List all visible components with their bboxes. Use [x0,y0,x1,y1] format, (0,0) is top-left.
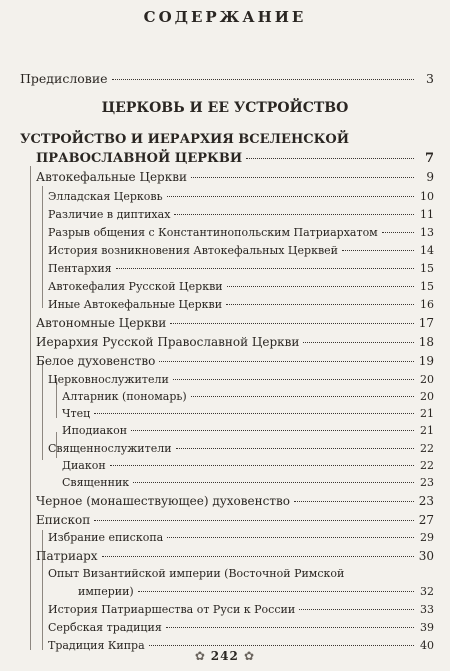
toc-entry[interactable] [48,242,434,260]
toc-entry[interactable] [36,511,434,529]
indent-guide [42,186,43,308]
toc-entry[interactable] [48,371,434,389]
dot-leader [382,232,414,233]
entry-label: Избрание епископа [48,531,164,544]
dot-leader [294,501,414,502]
toc-entry[interactable] [62,388,434,406]
entry-label: Разрыв общения с Константинопольским Патриархатом [48,226,378,239]
dot-leader [246,158,414,159]
entry-label: Белое духовенство [36,354,156,368]
entry-page: 17 [418,316,434,330]
entry-page: 29 [420,531,434,544]
entry-page: 7 [424,151,434,166]
dot-leader [94,413,414,414]
entry-page: 27 [418,513,434,527]
toc-entry[interactable] [48,601,434,619]
toc-entry[interactable] [62,405,434,423]
entry-page: 13 [420,226,434,239]
entry-page: 11 [420,208,434,221]
entry-label: История возникновения Автокефальных Церквей [48,244,338,257]
entry-label: Автокефальные Церкви [36,170,187,184]
dot-leader [170,323,414,324]
entry-page: 21 [420,407,434,420]
entry-page: 23 [420,476,434,489]
entry-label: Сербская традиция [48,621,162,634]
entry-label: Церковнослужители [48,373,169,386]
entry-label: Иерархия Русской Православной Церкви [36,335,300,349]
dot-leader [176,448,414,449]
toc-entry[interactable] [48,529,434,547]
section-heading-line1: УСТРОЙСТВО И ИЕРАРХИЯ ВСЕЛЕНСКОЙ [20,132,350,147]
dot-leader [299,609,414,610]
entry-page: 15 [420,262,434,275]
entry-label: Диакон [62,459,106,472]
page-number-footer [0,649,450,663]
toc-entry[interactable] [48,260,434,278]
entry-page: 9 [426,170,434,184]
entry-label: Опыт Византийской империи (Восточной Римской [48,567,345,580]
entry-label: Епископ [36,513,91,527]
dot-leader [174,214,414,215]
entry-page: 20 [420,373,434,386]
toc-entry[interactable] [48,619,434,637]
dot-leader [167,537,414,538]
toc-entry[interactable] [78,583,434,601]
toc-entry[interactable] [48,296,434,314]
entry-page: 22 [420,442,434,455]
entry-label: империи) [78,585,134,598]
toc-entry[interactable] [36,547,434,565]
toc-entry[interactable] [62,474,434,492]
dot-leader [191,396,414,397]
entry-page: 10 [420,190,434,203]
dot-leader [173,379,414,380]
entry-label: Черное (монашествующее) духовенство [36,494,290,508]
dot-leader [226,304,414,305]
entry-page: 39 [420,621,434,634]
entry-label: Иподиакон [62,424,128,437]
dot-leader [159,361,414,362]
dot-leader [149,645,414,646]
dot-leader [138,591,414,592]
indent-guide [42,360,43,460]
toc-entry[interactable] [36,168,434,186]
dot-leader [342,250,414,251]
entry-label: Священник [62,476,130,489]
entry-page: 19 [418,354,434,368]
toc-entry[interactable] [36,352,434,370]
toc-entry[interactable] [62,457,434,475]
page-title: СОДЕРЖАНИЕ [143,8,307,26]
entry-label: Предисловие [20,71,108,86]
dot-leader [166,627,414,628]
entry-label: Патриарх [36,549,98,563]
dot-leader [133,482,414,483]
entry-label: Элладская Церковь [48,190,163,203]
entry-page: 33 [420,603,434,616]
entry-label: Иные Автокефальные Церкви [48,298,223,311]
ornament-left-icon: ✿ [194,649,211,663]
toc-entry[interactable] [48,188,434,206]
ornament-right-icon: ✿ [244,649,256,663]
toc-entry[interactable] [62,422,434,440]
entry-page: 32 [420,585,434,598]
dot-leader [102,556,414,557]
dot-leader [94,520,414,521]
dot-leader [167,196,414,197]
entry-page: 15 [420,280,434,293]
entry-page: 40 [420,639,434,652]
dot-leader [227,286,414,287]
toc-entry-section[interactable] [36,150,434,168]
entry-page: 14 [420,244,434,257]
entry-page: 22 [420,459,434,472]
dot-leader [303,342,414,343]
entry-label: Пентархия [48,262,112,275]
entry-page: 30 [418,549,434,563]
entry-label: Традиция Кипра [48,639,145,652]
entry-page: 3 [426,71,434,86]
toc-entry[interactable] [48,565,434,583]
entry-page: 21 [420,424,434,437]
indent-guide [30,166,31,650]
part-title: ЦЕРКОВЬ И ЕЕ УСТРОЙСТВО [101,100,349,116]
toc-entry[interactable] [36,492,434,510]
toc-entry[interactable] [48,224,434,242]
toc-entry[interactable] [48,206,434,224]
entry-label: Различие в диптихах [48,208,171,221]
entry-page: 16 [420,298,434,311]
toc-entry-preface[interactable] [20,70,434,88]
entry-label: Автономные Церкви [36,316,167,330]
entry-label: Священнослужители [48,442,172,455]
dot-leader [131,430,414,431]
toc-entry[interactable] [36,314,434,332]
toc-entry[interactable] [36,333,434,351]
toc-entry[interactable] [48,278,434,296]
entry-label: Чтец [62,407,91,420]
entry-label: ПРАВОСЛАВНОЙ ЦЕРКВИ [36,151,243,166]
entry-label: История Патриаршества от Руси к России [48,603,296,616]
entry-page: 18 [418,335,434,349]
page-number: 242 [210,649,239,663]
entry-page: 20 [420,390,434,403]
toc-entry[interactable] [48,440,434,458]
dot-leader [112,79,414,80]
dot-leader [116,268,414,269]
entry-label: Алтарник (пономарь) [62,390,187,403]
entry-label: Автокефалия Русской Церкви [48,280,223,293]
dot-leader [191,177,414,178]
entry-page: 23 [418,494,434,508]
dot-leader [110,465,414,466]
